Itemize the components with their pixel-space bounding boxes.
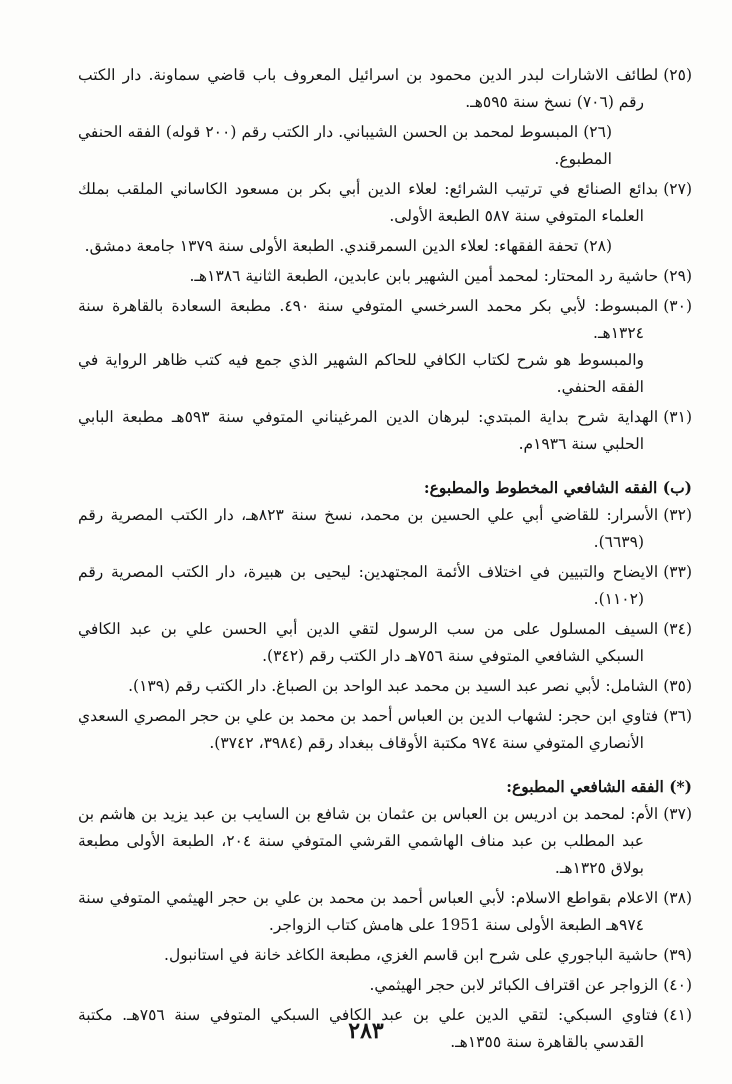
entry-number: (٣٧) xyxy=(663,805,692,823)
entry-text: فتاوي السبكي: لتقي الدين علي بن عبد الكافي السبكي المتوفي سنة ٧٥٦هـ. مكتبة القدسي بالقاهرة سنة ١٣٥٥هـ. xyxy=(78,1006,659,1051)
entry-text: الأم: لمحمد بن ادريس بن العباس بن عثمان بن شافع بن السايب بن عبد يزيد بن هاشم بن عبد المطلب بن عبد مناف الهاشمي القرشي المتوفي سنة ٢٠٤، الطبعة الأولى مطبعة بولاق ١٣٢٥هـ. xyxy=(78,805,659,877)
entry-number: (٢٦) xyxy=(583,123,613,141)
entry-text: حاشية رد المحتار: لمحمد أمين الشهير بابن عابدين، الطبعة الثانية ١٣٨٦هـ. xyxy=(189,267,659,285)
entry-number: (٣٥) xyxy=(663,677,692,695)
entry-text: الشامل: لأبي نصر عبد السيد بن محمد عبد الواحد بن الصباغ. دار الكتب رقم (١٣٩). xyxy=(128,677,659,695)
list-item xyxy=(78,404,692,458)
list-item xyxy=(78,176,692,230)
entry-text: والمبسوط هو شرح لكتاب الكافي للحاكم الشهير الذي جمع فيه كتب ظاهر الرواية في الفقه الحنفي. xyxy=(78,351,644,396)
entry-text: حاشية الباجوري على شرح ابن قاسم الغزي، مطبعة الكاغد خانة في استانبول. xyxy=(164,946,659,964)
entry-number: (٣١) xyxy=(663,408,692,426)
entry-number: (٢٩) xyxy=(663,267,692,285)
section-heading-shafii: (ب) الفقه الشافعي المخطوط والمطبوع: xyxy=(423,478,692,497)
bibliography-list-hanafi xyxy=(78,62,692,458)
entry-text: المبسوط لمحمد بن الحسن الشيباني. دار الكتب رقم (٢٠٠ قوله) الفقه الحنفي المطبوع. xyxy=(78,123,612,168)
list-item xyxy=(78,703,692,757)
entry-number: (٢٧) xyxy=(663,180,692,198)
entry-text: السيف المسلول على من سب الرسول لتقي الدين أبي الحسن علي بن عبد الكافي السبكي الشافعي المتوفي سنة ٧٥٦هـ دار الكتب رقم (٣٤٢). xyxy=(78,620,659,665)
list-item xyxy=(78,801,692,882)
entry-number: (٢٥) xyxy=(663,66,692,84)
list-item xyxy=(78,263,692,290)
entry-number: (٤٠) xyxy=(663,976,692,994)
entry-text: المبسوط: لأبي بكر محمد السرخسي المتوفي سنة ٤٩٠. مطبعة السعادة بالقاهرة سنة ١٣٢٤هـ. xyxy=(78,297,659,342)
entry-text: الأسرار: للقاضي أبي علي الحسين بن محمد، نسخ سنة ٨٢٣هـ، دار الكتب المصرية رقم (٦٦٣٩). xyxy=(78,506,659,551)
section-heading-shafii-printed: (*) الفقه الشافعي المطبوع: xyxy=(506,777,692,796)
list-item xyxy=(78,942,692,969)
entry-text: تحفة الفقهاء: لعلاء الدين السمرقندي. الطبعة الأولى سنة ١٣٧٩ جامعة دمشق. xyxy=(84,237,579,255)
entry-text: لطائف الاشارات لبدر الدين محمود بن اسرائيل المعروف باب قاضي سماونة. دار الكتب رقم (٧٠٦) نسخ سنة ٥٩٥هـ. xyxy=(78,66,659,111)
list-item xyxy=(78,972,692,999)
entry-number: (٣٣) xyxy=(663,563,692,581)
list-item xyxy=(78,502,692,556)
list-item xyxy=(78,119,692,173)
entry-number: (٣٠) xyxy=(663,297,693,315)
entry-text: فتاوي ابن حجر: لشهاب الدين بن العباس أحمد بن محمد بن علي بن حجر المصري السعدي الأنصاري المتوفي سنة ٩٧٤ مكتبة الأوقاف ببغداد رقم (٣٩٨٤، ٣٧٤٢). xyxy=(78,707,659,752)
list-item xyxy=(78,559,692,613)
bibliography-list-shafii xyxy=(78,502,692,757)
entry-number: (٤١) xyxy=(663,1006,692,1024)
list-item xyxy=(78,233,692,260)
list-item xyxy=(78,885,692,939)
list-item-continuation xyxy=(78,347,692,401)
list-item xyxy=(78,293,692,347)
entry-number: (٣٤) xyxy=(663,620,692,638)
entry-text: الزواجر عن اقتراف الكبائر لابن حجر الهيثمي. xyxy=(369,976,659,994)
entry-number: (٣٦) xyxy=(663,707,692,725)
list-item xyxy=(78,673,692,700)
entry-text: الهداية شرح بداية المبتدي: لبرهان الدين المرغيناني المتوفي سنة ٥٩٣هـ مطبعة البابي الحلبي سنة ١٩٣٦م. xyxy=(78,408,659,453)
entry-number: (٣٨) xyxy=(663,889,692,907)
entry-number: (٣٩) xyxy=(663,946,692,964)
entry-number: (٣٢) xyxy=(663,506,692,524)
list-item xyxy=(78,62,692,116)
entry-text: بدائع الصنائع في ترتيب الشرائع: لعلاء الدين أبي بكر بن مسعود الكاساني الملقب بملك العلماء المتوفي سنة ٥٨٧ الطبعة الأولى. xyxy=(78,180,659,225)
entry-text: الايضاح والتبيين في اختلاف الأئمة المجتهدين: ليحيى بن هبيرة، دار الكتب المصرية رقم (١١٠٢). xyxy=(78,563,659,608)
page-number: ٢٨٣ xyxy=(348,1018,384,1044)
entry-number: (٢٨) xyxy=(583,237,612,255)
list-item xyxy=(78,616,692,670)
entry-text: الاعلام بقواطع الاسلام: لأبي العباس أحمد بن محمد بن علي بن حجر الهيثمي المتوفي سنة ٩٧٤هـ الطبعة الأولى سنة 1951 على هامش كتاب الزواجر. xyxy=(78,889,659,934)
